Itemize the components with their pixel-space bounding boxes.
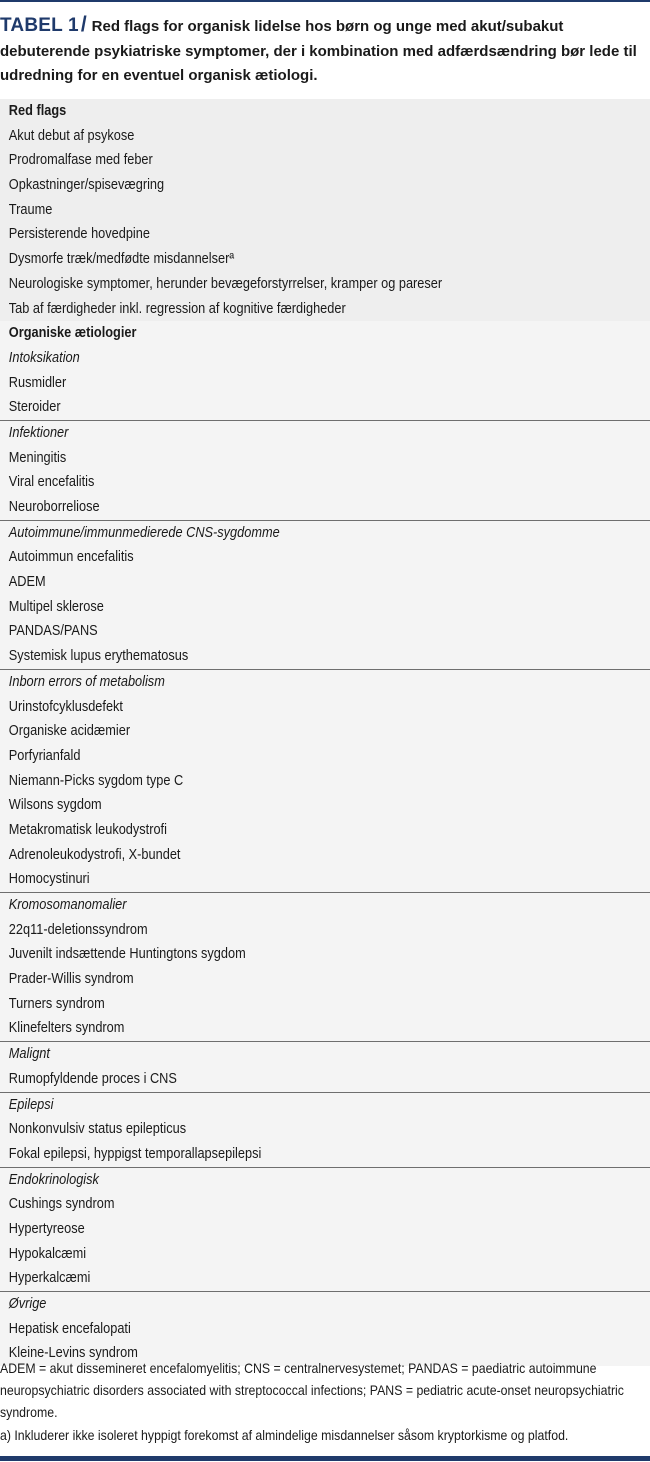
red-flag-item: Persisterende hovedpine — [8, 226, 150, 243]
etiology-item: PANDAS/PANS — [8, 623, 98, 640]
etiology-group — [0, 1168, 650, 1292]
etiology-group — [0, 1093, 650, 1168]
bottom-rule — [0, 1456, 650, 1461]
etiology-item: 22q11-deletionssyndrom — [8, 921, 148, 938]
etiologies-heading: Organiske ætiologier — [8, 325, 137, 342]
etiology-item: Cushings syndrom — [8, 1196, 115, 1213]
red-flags-table — [0, 99, 650, 1366]
etiology-item: Autoimmun encefalitis — [8, 549, 134, 566]
etiology-item: Hyperkalcæmi — [8, 1270, 91, 1287]
etiology-item: Organiske acidæmier — [8, 723, 131, 740]
etiology-item: Turners syndrom — [8, 995, 105, 1012]
etiologies-heading-block — [0, 321, 650, 346]
red-flag-item: Dysmorfe træk/medfødte misdannelserª — [8, 251, 235, 268]
red-flag-item: Opkastninger/spisevægring — [8, 177, 165, 194]
etiology-item: Adrenoleukodystrofi, X-bundet — [8, 846, 181, 863]
table-caption — [0, 13, 640, 89]
etiology-group-title: Inborn errors of metabolism — [8, 673, 165, 690]
etiology-group — [0, 1042, 650, 1092]
etiologies-section — [0, 321, 650, 1366]
etiology-item: Wilsons sygdom — [8, 797, 102, 814]
etiology-item: Multipel sklerose — [8, 598, 104, 615]
etiology-group-title: Epilepsi — [8, 1096, 54, 1113]
etiology-item: Neuroborreliose — [8, 499, 100, 515]
etiology-group — [0, 346, 650, 421]
footnote-a: a) Inkluderer ikke isoleret hyppigt forekomst af almindelige misdannelser såsom kryptorkisme og platfod. — [0, 1426, 569, 1443]
etiology-item: Viral encefalitis — [8, 474, 95, 491]
etiology-group — [0, 893, 650, 1042]
etiology-item: Homocystinuri — [8, 871, 90, 888]
etiology-group-title: Endokrinologisk — [8, 1171, 99, 1188]
abbreviations-footnote: ADEM = akut dissemineret encefalomyelitis; CNS = centralnervesystemet; PANDAS = paediatric autoimmune neuropsychiatric disorders associated with streptococcal infections; PANS = pediatric acute-onset neuropsychiatric syndrome. — [0, 1360, 624, 1421]
etiology-group — [0, 1292, 650, 1366]
caption-text: Red flags for organisk lidelse hos børn og unge med akut/subakut debuterende psykiatriske symptomer, der i kombination med adfærdsændring bør lede til udredning for en eventuel organisk ætiologi. — [0, 18, 637, 84]
etiology-group-title: Intoksikation — [8, 349, 80, 366]
etiology-group-title: Kromosomanomalier — [8, 897, 127, 913]
red-flag-item: Prodromalfase med feber — [8, 152, 153, 169]
etiology-group-title: Autoimmune/immunmedierede CNS-sygdomme — [8, 524, 280, 541]
etiology-item: Juvenilt indsættende Huntingtons sygdom — [8, 946, 246, 963]
etiology-item: ADEM — [8, 574, 46, 591]
etiology-item: Steroider — [8, 399, 61, 416]
table-label: TABEL 1 — [0, 15, 79, 36]
etiology-item: Metakromatisk leukodystrofi — [8, 821, 167, 838]
table-footnotes — [0, 1357, 650, 1446]
caption-slash: / — [80, 13, 87, 36]
etiology-item: Systemisk lupus erythematosus — [8, 648, 189, 665]
etiology-group-title: Infektioner — [8, 424, 69, 441]
etiology-group — [0, 421, 650, 521]
etiology-item: Porfyrianfald — [8, 747, 81, 764]
red-flags-heading: Red flags — [8, 103, 67, 119]
etiology-group-title: Øvrige — [8, 1296, 47, 1312]
etiology-item: Klinefelters syndrom — [8, 1020, 125, 1037]
red-flags-section — [0, 99, 650, 321]
etiology-item: Rusmidler — [8, 374, 67, 391]
etiology-group — [0, 670, 650, 893]
etiology-item: Urinstofcyklusdefekt — [8, 698, 123, 715]
red-flag-item: Neurologiske symptomer, herunder bevægeforstyrrelser, kramper og pareser — [8, 275, 443, 292]
etiology-item: Hepatisk encefalopati — [8, 1320, 131, 1337]
etiology-item: Hypertyreose — [8, 1220, 85, 1237]
etiology-item: Fokal epilepsi, hyppigst temporallapsepilepsi — [8, 1145, 262, 1162]
etiology-item: Meningitis — [8, 449, 67, 466]
etiology-group — [0, 521, 650, 670]
red-flag-item: Traume — [8, 201, 53, 218]
etiology-item: Kleine-Levins syndrom — [8, 1345, 138, 1362]
etiology-item: Niemann-Picks sygdom type C — [8, 772, 184, 789]
red-flag-item: Tab af færdigheder inkl. regression af kognitive færdigheder — [8, 300, 346, 317]
red-flag-item: Akut debut af psykose — [8, 127, 135, 144]
etiology-item: Hypokalcæmi — [8, 1245, 87, 1262]
etiology-item: Nonkonvulsiv status epilepticus — [8, 1121, 187, 1138]
etiology-item: Prader-Willis syndrom — [8, 971, 134, 988]
top-rule — [0, 0, 650, 2]
etiology-group-title: Malignt — [8, 1046, 50, 1063]
etiology-item: Rumopfyldende proces i CNS — [8, 1070, 177, 1087]
